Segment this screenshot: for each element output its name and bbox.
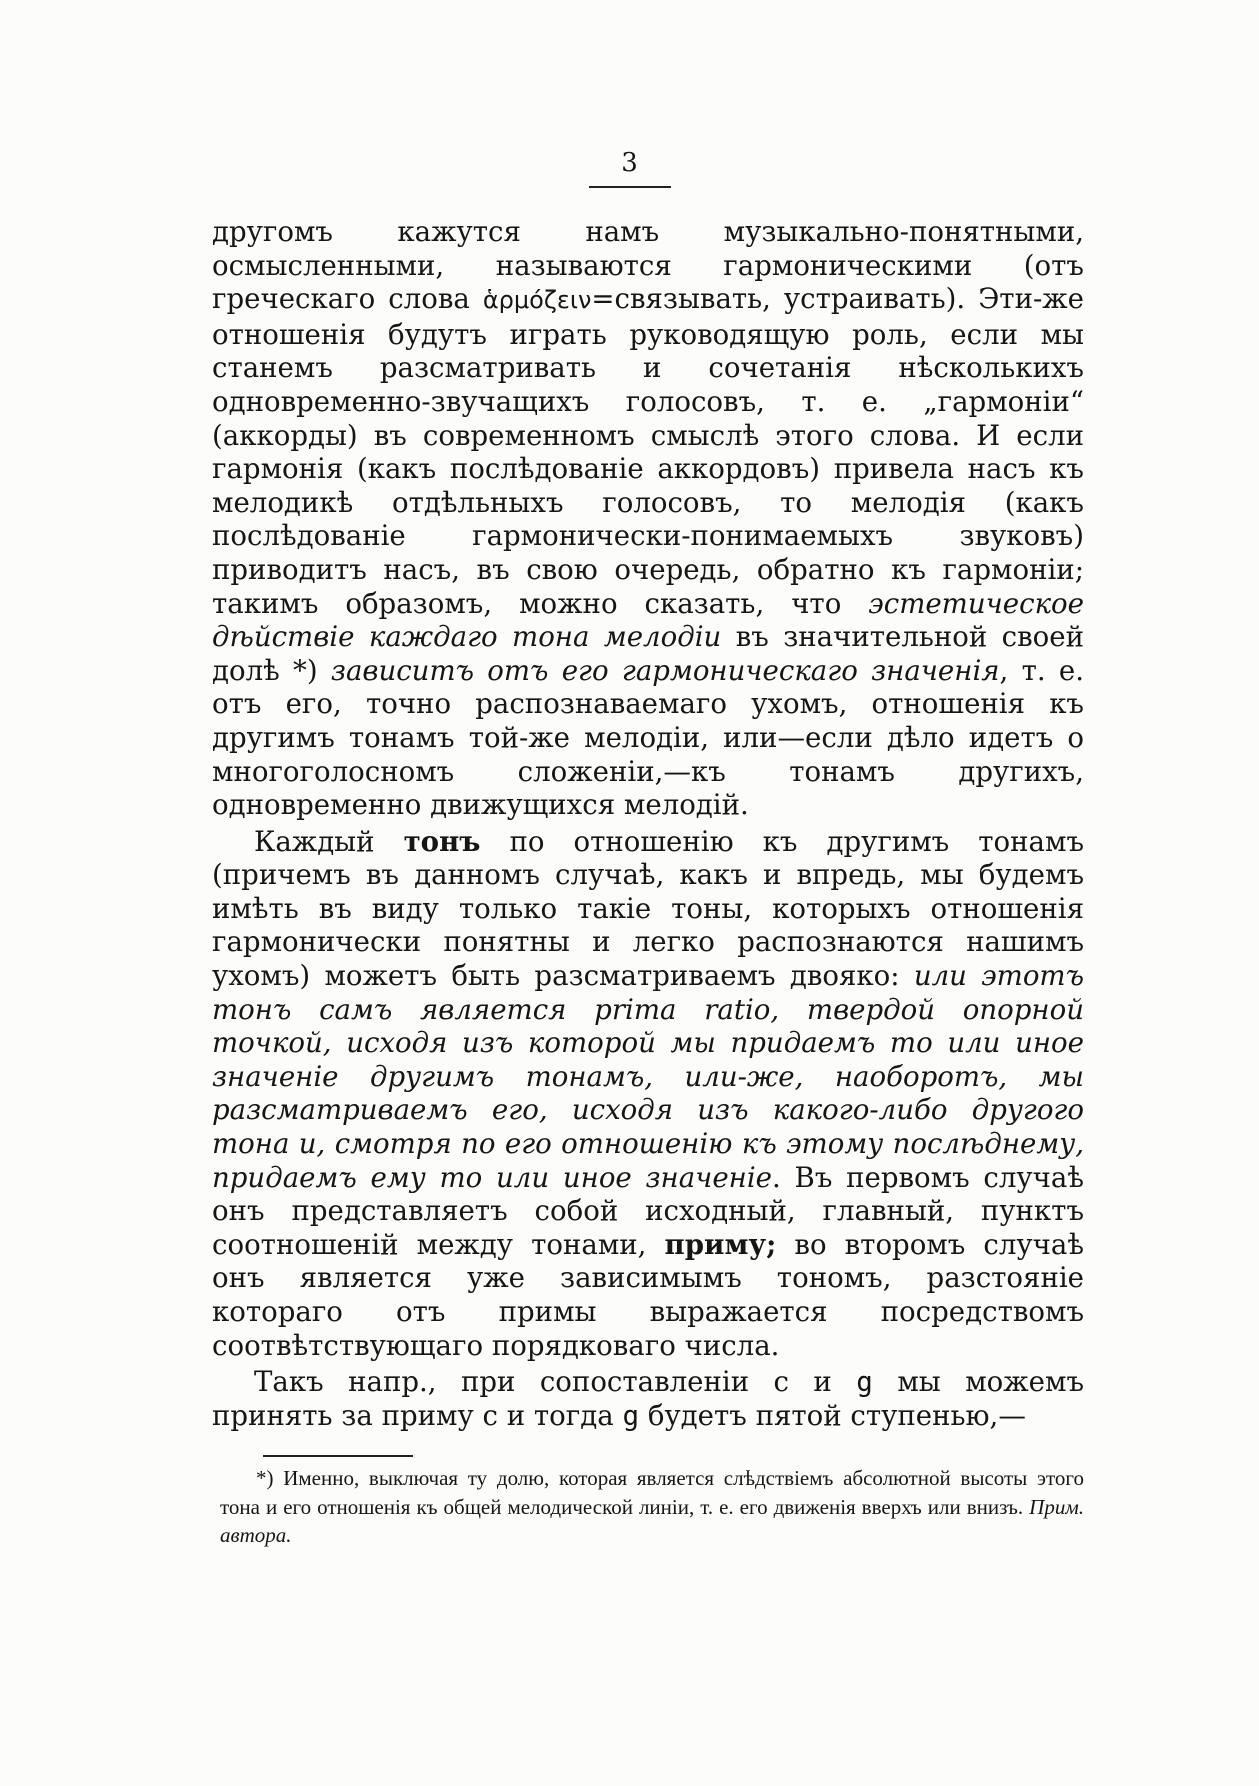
italic-passage: или этотъ тонъ самъ является prima ratio, твердой опорной точкой, исходя изъ которой мы придаемъ то или иное значеніе другимъ тонамъ, или-же, наоборотъ, мы разсматриваемъ его, исходя изъ какого-либо другого тона и, смотря по его отношенію къ этому послѣднему, придаемъ ему то или иное значеніе (212, 959, 1084, 1194)
paragraph-1-text-d: , т. е. отъ его, точно распознаваемаго ухомъ, отношенія къ другимъ тонамъ той-же мелодіи, или—если дѣло идетъ о многоголосномъ сложеніи,—къ тонамъ другихъ, одновременно движущихся мелодій. (212, 653, 1085, 822)
paragraph-3-text-b: мы можемъ принять за приму c и тогда (212, 1365, 1084, 1432)
page-number: 3 (621, 148, 638, 178)
paragraph-1-text-a: другомъ кажутся намъ музыкально-понятными, осмысленными, называются гармоническими (отъ греческаго слова (212, 215, 1084, 316)
italic-phrase-1: эстетическое дѣйствіе каждаго тона мелодіи (212, 586, 1084, 654)
greek-word: ἁρμόζειν (482, 286, 592, 315)
paragraph-1 (212, 215, 1084, 822)
note-g-1: g (856, 1365, 873, 1399)
main-text (212, 215, 1084, 1432)
paragraph-2-text-c: . Въ первомъ случаѣ онъ представляетъ собой исходный, главный, пунктъ соотношеній между тонами, (212, 1160, 1084, 1261)
paragraph-2-text-a: Каждый (254, 824, 404, 858)
paragraph-3-text-a: Такъ напр., при сопоставленіи c и (254, 1365, 857, 1399)
paragraph-2-text-b: по отношенію къ другимъ тонамъ (причемъ въ данномъ случаѣ, какъ и впредь, мы будемъ имѣть въ виду только такіе тоны, которыхъ отношенія гармонически понятны и легко распознаются нашимъ ухомъ) можетъ быть разсматриваемъ двояко: (212, 824, 1085, 993)
paragraph-2-text-d: во второмъ случаѣ онъ является уже зависимымъ тономъ, разстояніе котораго отъ примы выражается посредствомъ соотвѣтствующаго порядковаго числа. (212, 1227, 1084, 1362)
paragraph-3-text-c: будетъ пятой ступенью,— (639, 1398, 1026, 1432)
italic-phrase-2: зависитъ отъ его гармоническаго значенія (330, 653, 1000, 687)
header-rule (589, 186, 671, 188)
footnote-rule (263, 1455, 413, 1457)
paragraph-1-text-b: =связывать, устраивать). Эти-же отношенія будутъ играть руководящую роль, если мы станемъ разсматривать и сочетанія нѣсколькихъ одновременно-звучащихъ голосовъ, т. е. „гармоніи“ (аккорды) въ современномъ смыслѣ этого слова. И если гармонія (какъ послѣдованіе аккордовъ) привела насъ къ мелодикѣ отдѣльныхъ голосовъ, то мелодія (какъ послѣдованіе гармонически-понимаемыхъ звуковъ) приводитъ насъ, въ свою очередь, обратно къ гармоніи; такимъ образомъ, можно сказать, что (212, 282, 1085, 620)
paragraph-2 (212, 825, 1084, 1363)
bold-term-tone: тонъ (403, 824, 481, 858)
footnote (220, 1464, 1084, 1550)
paragraph-3 (212, 1365, 1084, 1432)
footnote-attribution: Прим. автора. (220, 1494, 1084, 1547)
footnote-text: Именно, выключая ту долю, которая является слѣдствіемъ абсолютной высоты этого тона и его отношенія къ общей мелодической линіи, т. е. его движенія вверхъ или внизъ. (220, 1466, 1084, 1519)
paragraph-1-text-c: въ значительной своей долѣ *) (212, 620, 1084, 687)
bold-term-prima: приму; (664, 1227, 777, 1261)
footnote-marker: *) (256, 1466, 274, 1490)
note-g-2: g (622, 1398, 640, 1432)
page-header (0, 148, 1259, 188)
